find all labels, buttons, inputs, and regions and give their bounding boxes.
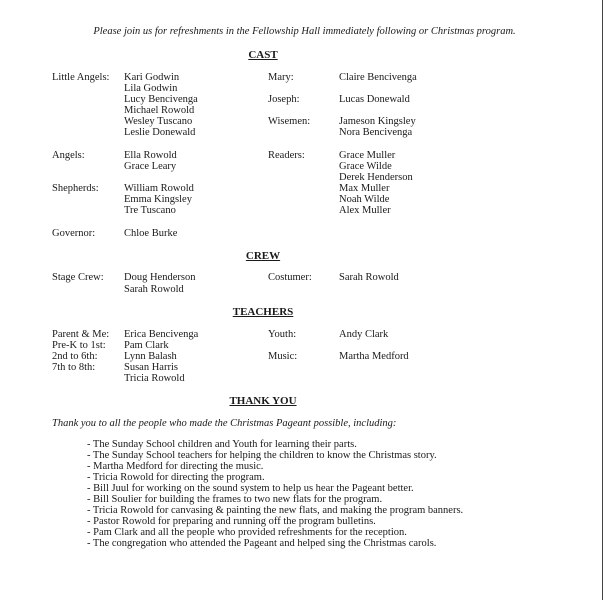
- list-item: - The Sunday School teachers for helping the children to know the Christmas story.: [87, 450, 437, 461]
- teacher-name: Tricia Rowold: [124, 373, 185, 384]
- class-label: 2nd to 6th:: [52, 351, 98, 362]
- role-label-readers: Readers:: [268, 150, 305, 161]
- role-label-stage-crew: Stage Crew:: [52, 272, 104, 283]
- cast-name: Jameson Kingsley: [339, 116, 416, 127]
- page-edge-line: [602, 0, 603, 600]
- list-item: - Bill Soulier for building the frames to two new flats for the program.: [87, 494, 383, 505]
- list-item: - Pam Clark and all the people who provided refreshments for the reception.: [87, 527, 407, 538]
- teachers-heading: TEACHERS: [232, 306, 294, 318]
- cast-name: Claire Bencivenga: [339, 72, 417, 83]
- role-label-angels: Angels:: [52, 150, 85, 161]
- cast-name: Grace Muller: [339, 150, 396, 161]
- cast-name: Lucas Donewald: [339, 94, 410, 105]
- cast-name: Max Muller: [339, 183, 390, 194]
- list-item: - Bill Juul for working on the sound system to help us hear the Pageant better.: [87, 483, 414, 494]
- teacher-name: Martha Medford: [339, 351, 409, 362]
- role-label-mary: Mary:: [268, 72, 294, 83]
- role-label-little-angels: Little Angels:: [52, 72, 110, 83]
- list-item: - Pastor Rowold for preparing and running off the program bulletins.: [87, 516, 376, 527]
- cast-name: Wesley Tuscano: [124, 116, 193, 127]
- class-label: Pre-K to 1st:: [52, 340, 106, 351]
- role-label-governor: Governor:: [52, 228, 96, 239]
- class-label: 7th to 8th:: [52, 362, 96, 373]
- cast-name: Alex Muller: [339, 205, 391, 216]
- class-label: Parent & Me:: [52, 329, 110, 340]
- teacher-name: Erica Bencivenga: [124, 329, 199, 340]
- cast-name: William Rowold: [124, 183, 194, 194]
- list-item: - The Sunday School children and Youth for learning their parts.: [87, 439, 357, 450]
- cast-name: Leslie Donewald: [124, 127, 196, 138]
- crew-name: Sarah Rowold: [339, 272, 399, 283]
- list-item: - Tricia Rowold for canvasing & painting the new flats, and making the program banners.: [87, 505, 464, 516]
- crew-name: Doug Henderson: [124, 272, 196, 283]
- role-label-costumer: Costumer:: [268, 272, 312, 283]
- refreshments-note: Please join us for refreshments in the Fellowship Hall immediately following or Christmas program.: [93, 26, 516, 37]
- list-item: - The congregation who attended the Pageant and helped sing the Christmas carols.: [87, 538, 437, 549]
- role-label-wisemen: Wisemen:: [268, 116, 311, 127]
- role-label-joseph: Joseph:: [268, 94, 300, 105]
- teacher-name: Lynn Balash: [124, 351, 177, 362]
- thank-you-heading: THANK YOU: [229, 395, 297, 407]
- cast-name: Michael Rowold: [124, 105, 195, 116]
- cast-name: Lucy Bencivenga: [124, 94, 198, 105]
- role-label-youth: Youth:: [268, 329, 297, 340]
- cast-name: Tre Tuscano: [124, 205, 176, 216]
- cast-heading: CAST: [248, 49, 278, 61]
- teacher-name: Susan Harris: [124, 362, 178, 373]
- crew-heading: CREW: [245, 250, 281, 262]
- cast-name: Grace Leary: [124, 161, 177, 172]
- thank-you-list: [87, 439, 463, 549]
- role-label-music: Music:: [268, 351, 298, 362]
- thank-you-intro: Thank you to all the people who made the Christmas Pageant possible, including:: [52, 418, 397, 429]
- teacher-name: Andy Clark: [339, 329, 389, 340]
- role-label-shepherds: Shepherds:: [52, 183, 99, 194]
- cast-name: Nora Bencivenga: [339, 127, 413, 138]
- cast-name: Ella Rowold: [124, 150, 177, 161]
- cast-name: Kari Godwin: [124, 72, 180, 83]
- list-item: - Martha Medford for directing the music.: [87, 461, 264, 472]
- cast-name: Chloe Burke: [124, 228, 178, 239]
- cast-name: Grace Wilde: [339, 161, 392, 172]
- list-item: - Tricia Rowold for directing the program.: [87, 472, 265, 483]
- teacher-name: Pam Clark: [124, 340, 169, 351]
- cast-name: Noah Wilde: [339, 194, 390, 205]
- cast-name: Lila Godwin: [124, 83, 178, 94]
- cast-name: Derek Henderson: [339, 172, 413, 183]
- cast-name: Emma Kingsley: [124, 194, 192, 205]
- crew-name: Sarah Rowold: [124, 284, 184, 295]
